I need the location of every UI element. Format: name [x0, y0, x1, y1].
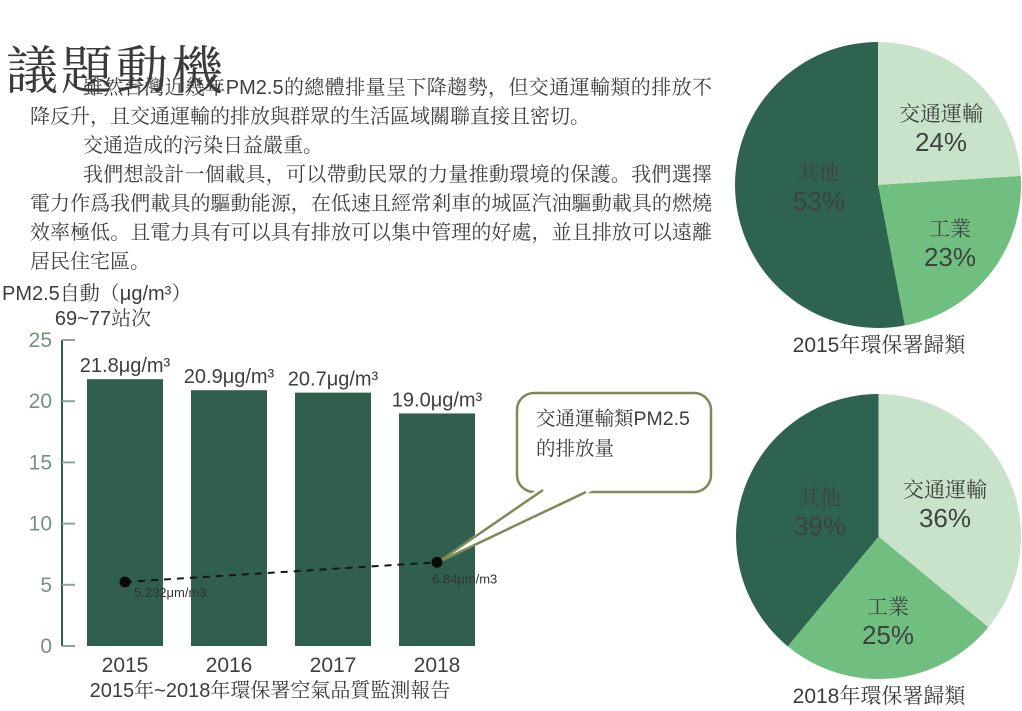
y-tick-label: 0 — [40, 635, 52, 658]
pie-slice-percent: 24% — [914, 127, 968, 157]
data-point — [432, 557, 443, 568]
bar-value-label: 19.0μg/m³ — [391, 389, 483, 412]
pie-slice-percent: 25% — [861, 620, 915, 650]
pie-slice-percent: 39% — [793, 511, 847, 541]
callout-line-2: 的排放量 — [536, 438, 615, 460]
paragraph-2: 交通造成的污染日益嚴重。 — [83, 135, 323, 157]
data-point-label: 5.232μm/m3 — [134, 584, 207, 600]
bar-chart — [0, 280, 740, 711]
bar-2017 — [295, 393, 371, 646]
bar-2018 — [399, 413, 475, 646]
x-tick-label: 2017 — [309, 654, 357, 677]
pie-2018-caption: 2018年環保署歸類 — [792, 685, 966, 708]
callout-bubble-text — [536, 404, 708, 464]
x-tick-label: 2015 — [101, 654, 149, 677]
bar-value-label: 20.9μg/m³ — [183, 366, 275, 389]
pie-2015-caption: 2015年環保署歸類 — [792, 334, 966, 357]
trend-dashed-line — [125, 562, 437, 582]
bar-value-label: 20.7μg/m³ — [287, 368, 379, 391]
pie-slice-percent: 53% — [792, 186, 846, 216]
pie-slice-label: 工業 — [866, 596, 909, 619]
bar-chart-caption: 2015年~2018年環保署空氣品質監測報告 — [89, 680, 451, 702]
bar-chart-axis-subtitle: 69~77站次 — [54, 308, 152, 330]
pie-slice-label: 其他 — [798, 487, 841, 510]
pie-2018-label-other — [794, 485, 846, 540]
pie-2015-label-transport — [899, 101, 983, 156]
pie-slice-percent: 23% — [923, 242, 977, 272]
y-tick-label: 5 — [40, 573, 52, 597]
x-tick-label: 2018 — [413, 654, 461, 677]
bar-chart-axis-title: PM2.5自動（μg/m³） — [2, 283, 192, 305]
pie-2015-label-industry — [924, 216, 976, 271]
pie-slice-label: 交通運輸 — [899, 103, 983, 126]
bar-2015 — [87, 379, 163, 646]
paragraph-3: 我們想設計一個載具，可以帶動民眾的力量推動環境的保護。我們選擇電力作爲我們載具的驅動能源，在低速且經常剎車的城區汽油驅動載具的燃燒效率極低。且電力具有可以具有排放可以集中管理的好處，並且排放可以遠離居民住宅區。 — [30, 164, 712, 273]
x-tick-label: 2016 — [205, 654, 253, 677]
body-text — [30, 74, 712, 277]
paragraph-1: 雖然台灣近幾年PM2.5的總體排量呈下降趨勢，但交通運輸類的排放不降反升，且交通運輸的排放與群眾的生活區域關聯直接且密切。 — [30, 77, 712, 128]
data-point-label: 6.84μm/m3 — [432, 571, 498, 587]
pie-2018-label-industry — [862, 594, 914, 649]
pie-2018-label-transport — [903, 477, 987, 532]
y-tick-label: 20 — [28, 390, 52, 414]
pie-slice-label: 其他 — [797, 162, 840, 185]
pie-slice-percent: 36% — [918, 503, 972, 533]
y-tick-label: 10 — [28, 512, 52, 536]
pie-slice-label: 工業 — [928, 218, 971, 241]
page-title: 議題動機 — [6, 42, 227, 101]
bar-2016 — [191, 390, 267, 646]
callout-line-1: 交通運輸類PM2.5 — [536, 408, 690, 430]
pie-chart-2015 — [735, 42, 1021, 328]
bar-value-label: 21.8μg/m³ — [79, 355, 171, 378]
pie-slice-label: 交通運輸 — [903, 479, 987, 502]
y-tick-label: 25 — [28, 329, 52, 352]
y-tick-label: 15 — [28, 451, 52, 475]
data-point — [120, 576, 131, 587]
pie-2015-label-other — [793, 160, 845, 215]
